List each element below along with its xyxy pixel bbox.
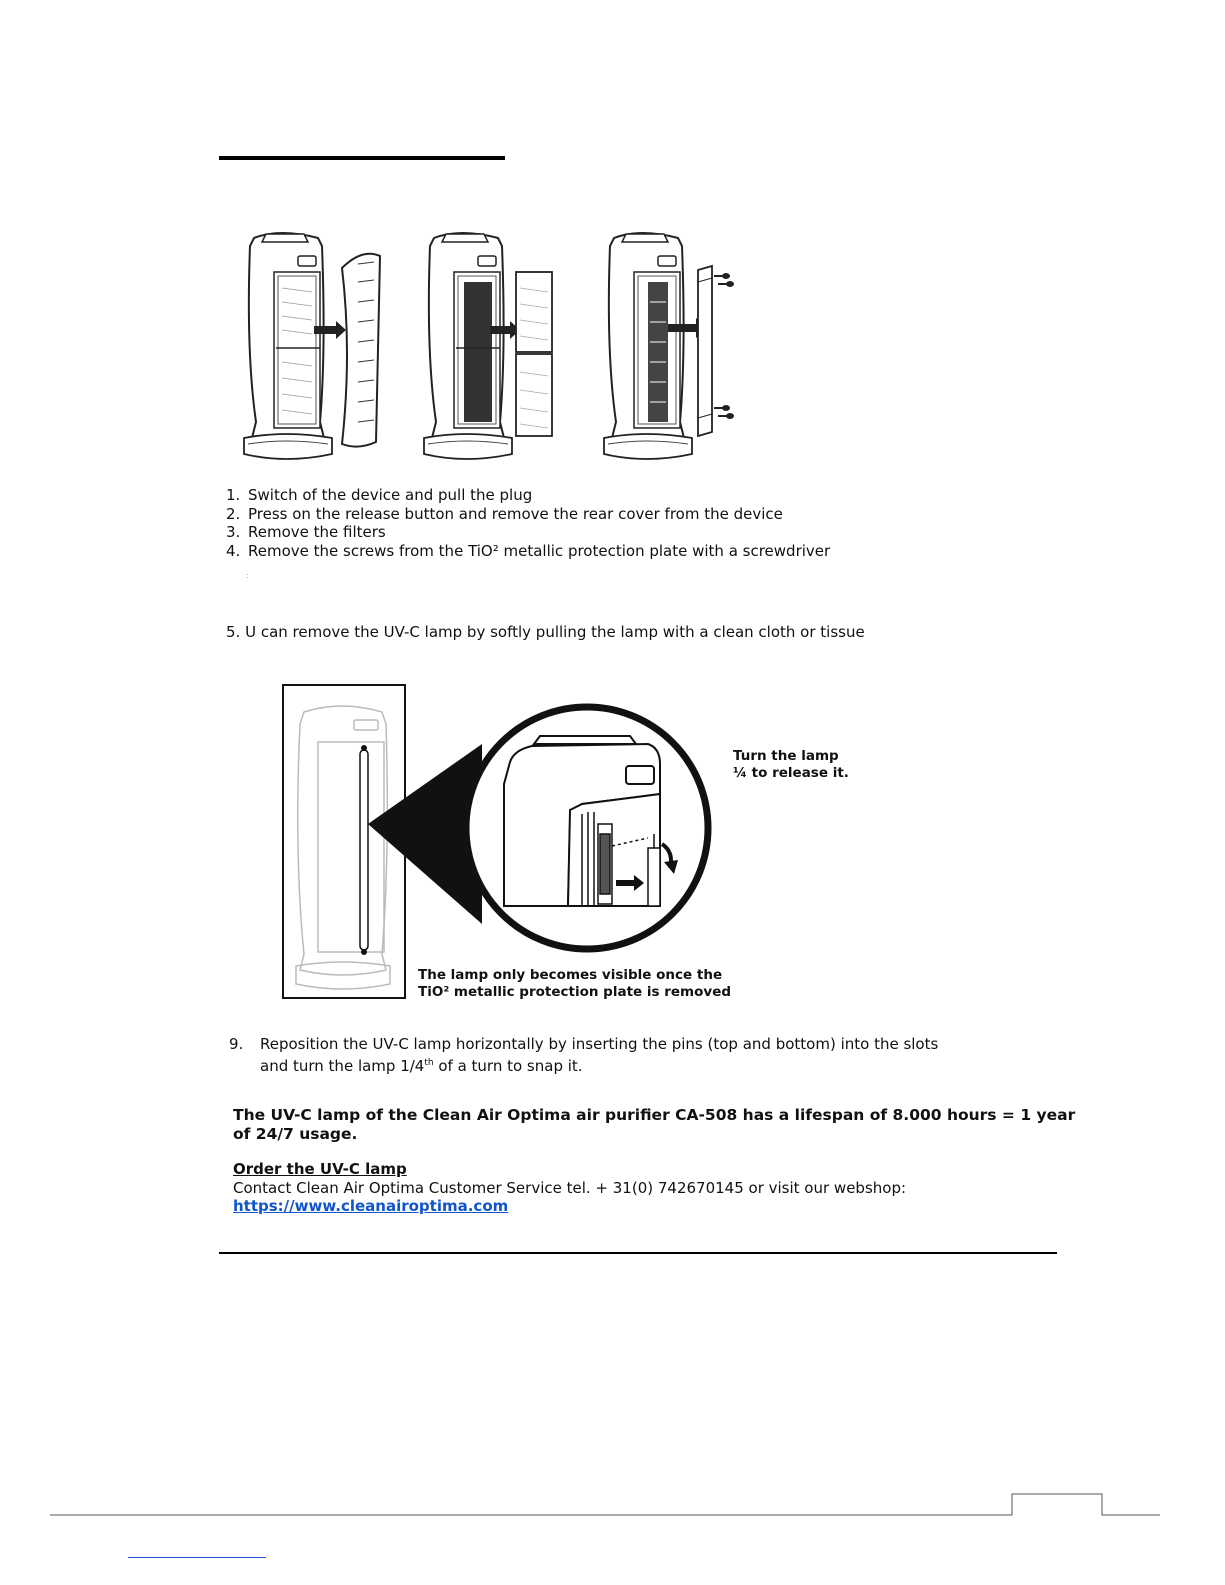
step-text: Remove the filters [248, 523, 386, 541]
order-contact: Contact Clean Air Optima Customer Service tel. + 31(0) 742670145 or visit our webshop: [233, 1178, 907, 1197]
step-text: Remove the screws from the TiO² metallic protection plate with a screwdriver [248, 541, 831, 560]
unit-protection-plate [604, 233, 734, 459]
lifespan-note: The UV-C lamp of the Clean Air Optima air purifier CA-508 has a lifespan of 8.000 hours = 1 year of 24/7 usage. [233, 1106, 1076, 1143]
unit-rear-cover [244, 233, 380, 459]
step-row: 3. Remove the filters [226, 523, 386, 541]
step-text: Switch of the device and pull the plug [248, 486, 533, 504]
steps-list [226, 486, 830, 560]
order-heading: Order the UV-C lamp [233, 1160, 407, 1178]
step-9-number: 9. [229, 1035, 244, 1053]
heading-rule [219, 156, 505, 160]
footer-page-tab [50, 1490, 1162, 1520]
step-9-line1: Reposition the UV-C lamp horizontally by inserting the pins (top and bottom) into the slots [260, 1035, 939, 1053]
order-section [233, 1160, 906, 1216]
disassembly-illustration [240, 228, 760, 468]
footer-link-underline [128, 1557, 266, 1558]
callout-lamp-visible: The lamp only becomes visible once the TiO² metallic protection plate is removed [418, 967, 732, 1000]
callout-turn-lamp: Turn the lamp ¼ to release it. [733, 748, 849, 781]
webshop-link[interactable]: https://www.cleanairoptima.com [233, 1197, 509, 1215]
stray-mark: : [246, 571, 249, 580]
step-row: 4. Remove the screws from the TiO² metallic protection plate with a screwdriver [226, 541, 831, 560]
step-9-line2: and turn the lamp 1/4th of a turn to snap it. [260, 1056, 583, 1075]
section-rule [219, 1252, 1057, 1254]
step-9 [229, 1035, 938, 1075]
step-text: Press on the release button and remove the rear cover from the device [248, 504, 783, 523]
step-5-text: 5. U can remove the UV-C lamp by softly pulling the lamp with a clean cloth or tissue [226, 623, 865, 641]
uv-lamp-illustration [282, 684, 742, 1004]
step-row: 2. Press on the release button and remove the rear cover from the device [226, 504, 783, 523]
unit-filters [424, 233, 552, 459]
step-row: 1. Switch of the device and pull the plug [226, 486, 533, 504]
